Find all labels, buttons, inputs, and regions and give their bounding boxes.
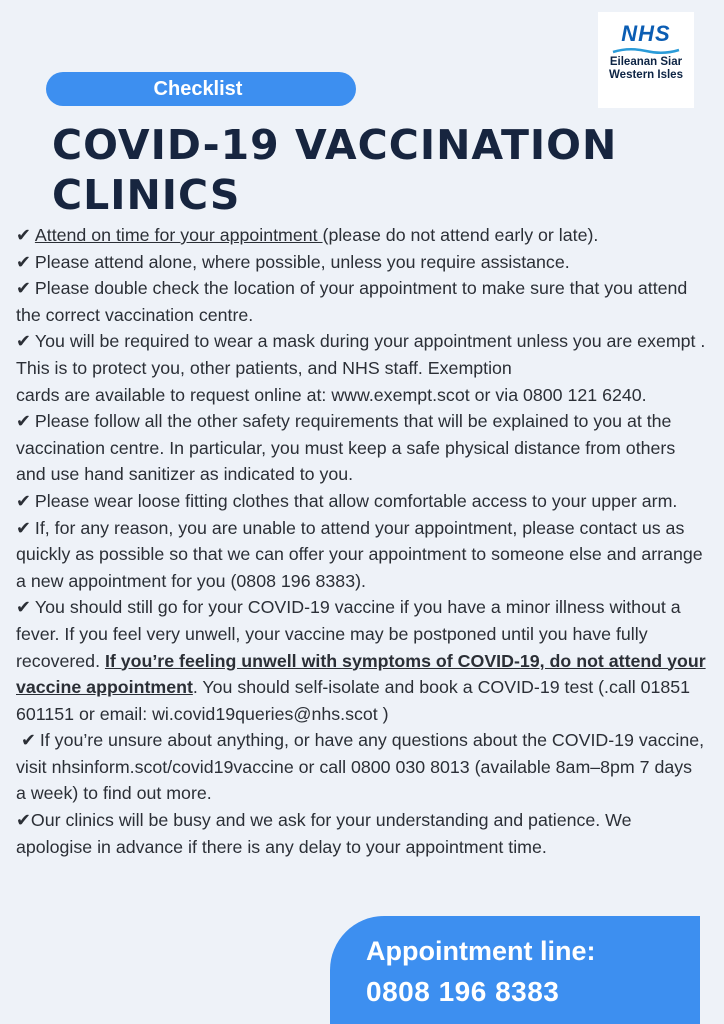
check-icon: ✔: [16, 597, 31, 618]
list-item: [16, 222, 706, 249]
item-text: If, for any reason, you are unable to attend your appointment, please contact us as quickly as possible so that we can offer your appointment to someone else and arrange a new appointment for you (0808 196 8383).: [16, 517, 703, 591]
checklist-label: Checklist: [153, 77, 243, 100]
list-item: [16, 488, 706, 515]
item-text: Please wear loose fitting clothes that allow comfortable access to your upper arm.: [34, 490, 678, 511]
nhs-brand: NHS: [621, 21, 671, 46]
list-item: [16, 249, 706, 276]
checklist-pill: [46, 72, 356, 106]
item-emphasis: If you’re feeling unwell with symptoms of COVID-19, do not attend your vaccine appointment: [16, 650, 706, 698]
list-item: [16, 328, 706, 408]
item-text: You will be required to wear a mask during your appointment unless you are exempt . This is to protect you, other patients, and NHS staff. Exemption: [16, 331, 706, 378]
appointment-line-box: [330, 916, 700, 1024]
page-title: COVID-19 VACCINATION CLINICS: [52, 121, 618, 219]
item-text-after: . You should self-isolate and book a COVID-19 test (.call 01851 601151 or email: wi.covid19queries@nhs.scot ): [16, 677, 691, 724]
logo-line-1: Eileanan Siar: [609, 56, 683, 68]
item-text: Please follow all the other safety requirements that will be explained to you at the vaccination centre. In particular, you must keep a safe physical distance from others and use hand sanitizer as indicated to you.: [16, 411, 676, 485]
nhs-logo: [598, 12, 694, 108]
list-item: [16, 594, 706, 727]
item-text: If you’re unsure about anything, or have any questions about the COVID-19 vaccine, visit nhsinform.scot/covid19vaccine or call 0800 030 8013 (available 8am–8pm 7 days a week) to find out more.: [16, 730, 705, 804]
item-text-continued: cards are available to request online at: www.exempt.scot or via 0800 121 6240.: [16, 384, 647, 405]
item-text: Please attend alone, where possible, unless you require assistance.: [34, 251, 570, 272]
check-icon: ✔: [16, 490, 31, 511]
check-icon: ✔: [16, 331, 31, 352]
check-icon: ✔: [16, 225, 31, 245]
check-icon: ✔: [16, 278, 31, 299]
check-icon: ✔: [16, 411, 31, 432]
item-text: Our clinics will be busy and we ask for your understanding and patience. We apologise in advance if there is any delay to your appointment time.: [16, 810, 632, 857]
list-item: [16, 807, 706, 860]
check-icon: ✔: [20, 730, 36, 751]
list-item: [16, 727, 706, 807]
list-item: [16, 515, 706, 595]
appointment-number: 0808 196 8383: [366, 976, 560, 1007]
wave-icon: [611, 47, 681, 55]
appointment-label: Appointment line:: [366, 936, 596, 966]
item-text: (please do not attend early or late).: [322, 225, 599, 245]
check-icon: ✔: [16, 810, 31, 831]
logo-line-2: Western Isles: [609, 69, 683, 81]
check-icon: ✔: [16, 517, 31, 538]
checklist: [16, 222, 706, 860]
check-icon: ✔: [16, 251, 31, 272]
list-item: [16, 275, 706, 328]
list-item: [16, 408, 706, 488]
item-text: Please double check the location of your appointment to make sure that you attend the correct vaccination centre.: [16, 278, 688, 325]
item-underlined-text: Attend on time for your appointment: [34, 225, 323, 245]
item-text: You should still go for your COVID-19 vaccine if you have a minor illness without a fever. If you feel very unwell, your vaccine may be postponed until you have fully recovered.: [16, 597, 681, 671]
